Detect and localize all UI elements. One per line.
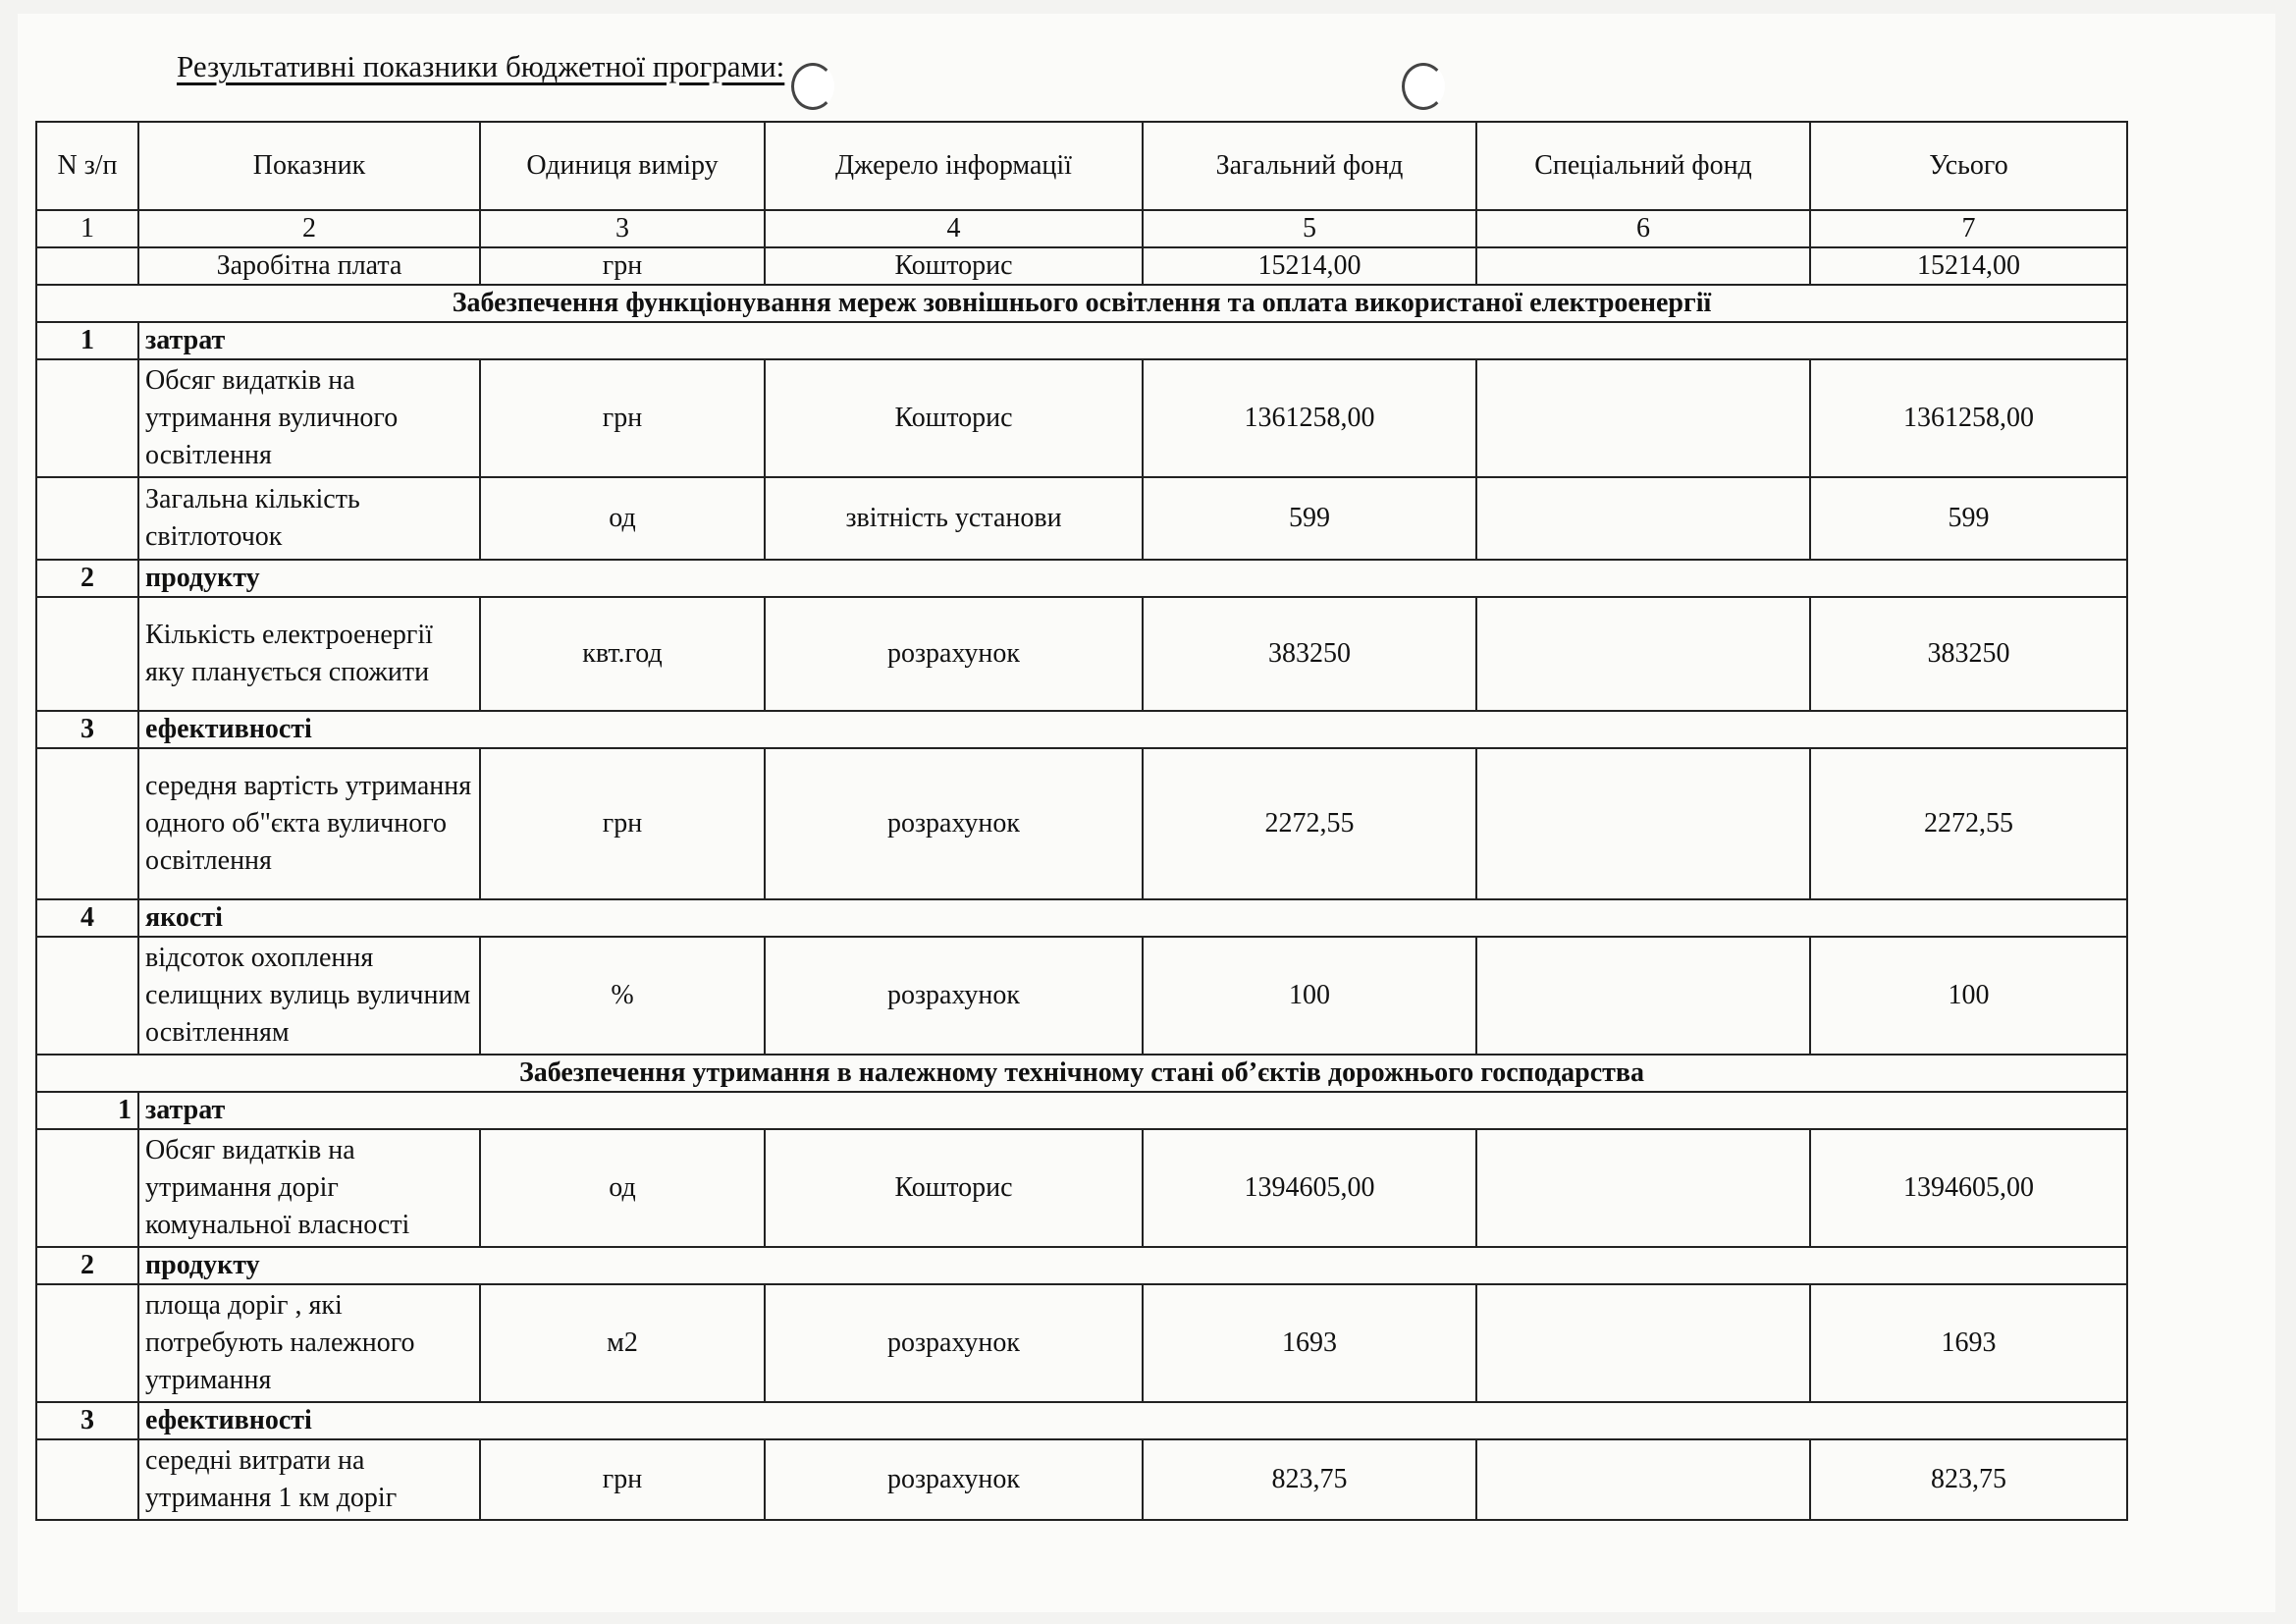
group-row: [36, 711, 2127, 748]
indicator-name: середня вартість утримання одного об"єкта вуличного освітлення: [138, 748, 480, 899]
special-fund: [1476, 1284, 1810, 1402]
group-row: [36, 1247, 2127, 1284]
indicators-table: [35, 121, 2128, 1521]
general-fund: 15214,00: [1143, 247, 1476, 285]
general-fund: 383250: [1143, 597, 1476, 711]
indicator-name: середні витрати на утримання 1 км доріг: [138, 1439, 480, 1520]
table-row: [36, 937, 2127, 1055]
row-number: [36, 247, 138, 285]
source: Кошторис: [765, 1129, 1143, 1247]
indicator-name: площа доріг , які потребують належного утримання: [138, 1284, 480, 1402]
total: 1693: [1810, 1284, 2127, 1402]
group-number: 2: [36, 560, 138, 597]
general-fund: 823,75: [1143, 1439, 1476, 1520]
special-fund: [1476, 1129, 1810, 1247]
unit: квт.год: [480, 597, 765, 711]
header-row: [36, 122, 2127, 210]
indicator-name: Загальна кількість світлоточок: [138, 477, 480, 560]
source: розрахунок: [765, 597, 1143, 711]
page-title: Результативні показники бюджетної програми:: [177, 49, 785, 83]
indicator-name: Заробітна плата: [138, 247, 480, 285]
group-number: 3: [36, 711, 138, 748]
general-fund: 599: [1143, 477, 1476, 560]
table-row: [36, 1439, 2127, 1520]
col-number: 3: [480, 210, 765, 247]
special-fund: [1476, 748, 1810, 899]
indicator-name: Кількість електроенергії яку планується спожити: [138, 597, 480, 711]
source: розрахунок: [765, 1439, 1143, 1520]
group-row: [36, 899, 2127, 937]
table-row: [36, 1284, 2127, 1402]
source: Кошторис: [765, 359, 1143, 477]
general-fund: 1361258,00: [1143, 359, 1476, 477]
punch-hole: [1402, 63, 1445, 110]
unit: м2: [480, 1284, 765, 1402]
source: розрахунок: [765, 937, 1143, 1055]
row-number: [36, 748, 138, 899]
special-fund: [1476, 359, 1810, 477]
total: 1394605,00: [1810, 1129, 2127, 1247]
general-fund: 1394605,00: [1143, 1129, 1476, 1247]
general-fund: 1693: [1143, 1284, 1476, 1402]
header-cell: Усього: [1810, 122, 2127, 210]
col-number: 5: [1143, 210, 1476, 247]
total: 383250: [1810, 597, 2127, 711]
group-name: затрат: [138, 322, 2127, 359]
row-number: [36, 937, 138, 1055]
table-row: [36, 477, 2127, 560]
source: розрахунок: [765, 748, 1143, 899]
unit: грн: [480, 247, 765, 285]
group-number: 4: [36, 899, 138, 937]
col-number: 1: [36, 210, 138, 247]
indicator-name: відсоток охоплення селищних вулиць вуличним освітленням: [138, 937, 480, 1055]
group-row: [36, 560, 2127, 597]
total: 823,75: [1810, 1439, 2127, 1520]
table-row: [36, 1129, 2127, 1247]
header-cell: N з/п: [36, 122, 138, 210]
section-title: Забезпечення функціонування мереж зовнішнього освітлення та оплата використаної електроенергії: [36, 285, 2127, 322]
row-number: [36, 359, 138, 477]
total: 15214,00: [1810, 247, 2127, 285]
header-cell: Спеціальний фонд: [1476, 122, 1810, 210]
column-number-row: [36, 210, 2127, 247]
group-number: 1: [36, 322, 138, 359]
row-number: [36, 1439, 138, 1520]
group-name: ефективності: [138, 711, 2127, 748]
indicator-name: Обсяг видатків на утримання вуличного освітлення: [138, 359, 480, 477]
unit: %: [480, 937, 765, 1055]
unit: грн: [480, 748, 765, 899]
source: розрахунок: [765, 1284, 1143, 1402]
group-row: [36, 1402, 2127, 1439]
group-name: затрат: [138, 1092, 2127, 1129]
special-fund: [1476, 597, 1810, 711]
special-fund: [1476, 1439, 1810, 1520]
punch-hole: [791, 63, 834, 110]
group-row: [36, 322, 2127, 359]
col-number: 2: [138, 210, 480, 247]
source: Кошторис: [765, 247, 1143, 285]
total: 2272,55: [1810, 748, 2127, 899]
group-row: [36, 1092, 2127, 1129]
salary-row: [36, 247, 2127, 285]
unit: од: [480, 477, 765, 560]
table-row: [36, 748, 2127, 899]
unit: грн: [480, 1439, 765, 1520]
general-fund: 100: [1143, 937, 1476, 1055]
header-cell: Джерело інформації: [765, 122, 1143, 210]
section-row: [36, 1055, 2127, 1092]
table-row: [36, 359, 2127, 477]
header-cell: Загальний фонд: [1143, 122, 1476, 210]
row-number: [36, 1129, 138, 1247]
col-number: 7: [1810, 210, 2127, 247]
special-fund: [1476, 937, 1810, 1055]
general-fund: 2272,55: [1143, 748, 1476, 899]
row-number: [36, 477, 138, 560]
special-fund: [1476, 477, 1810, 560]
group-name: якості: [138, 899, 2127, 937]
group-number: 1: [36, 1092, 138, 1129]
total: 599: [1810, 477, 2127, 560]
col-number: 6: [1476, 210, 1810, 247]
group-name: продукту: [138, 1247, 2127, 1284]
section-row: [36, 285, 2127, 322]
table-row: [36, 597, 2127, 711]
row-number: [36, 1284, 138, 1402]
group-number: 3: [36, 1402, 138, 1439]
col-number: 4: [765, 210, 1143, 247]
unit: од: [480, 1129, 765, 1247]
total: 1361258,00: [1810, 359, 2127, 477]
total: 100: [1810, 937, 2127, 1055]
group-name: ефективності: [138, 1402, 2127, 1439]
header-cell: Одиниця виміру: [480, 122, 765, 210]
source: звітність установи: [765, 477, 1143, 560]
header-cell: Показник: [138, 122, 480, 210]
group-name: продукту: [138, 560, 2127, 597]
section-title: Забезпечення утримання в належному технічному стані об’єктів дорожнього господарства: [36, 1055, 2127, 1092]
row-number: [36, 597, 138, 711]
group-number: 2: [36, 1247, 138, 1284]
indicator-name: Обсяг видатків на утримання доріг комунальної власності: [138, 1129, 480, 1247]
special-fund: [1476, 247, 1810, 285]
unit: грн: [480, 359, 765, 477]
